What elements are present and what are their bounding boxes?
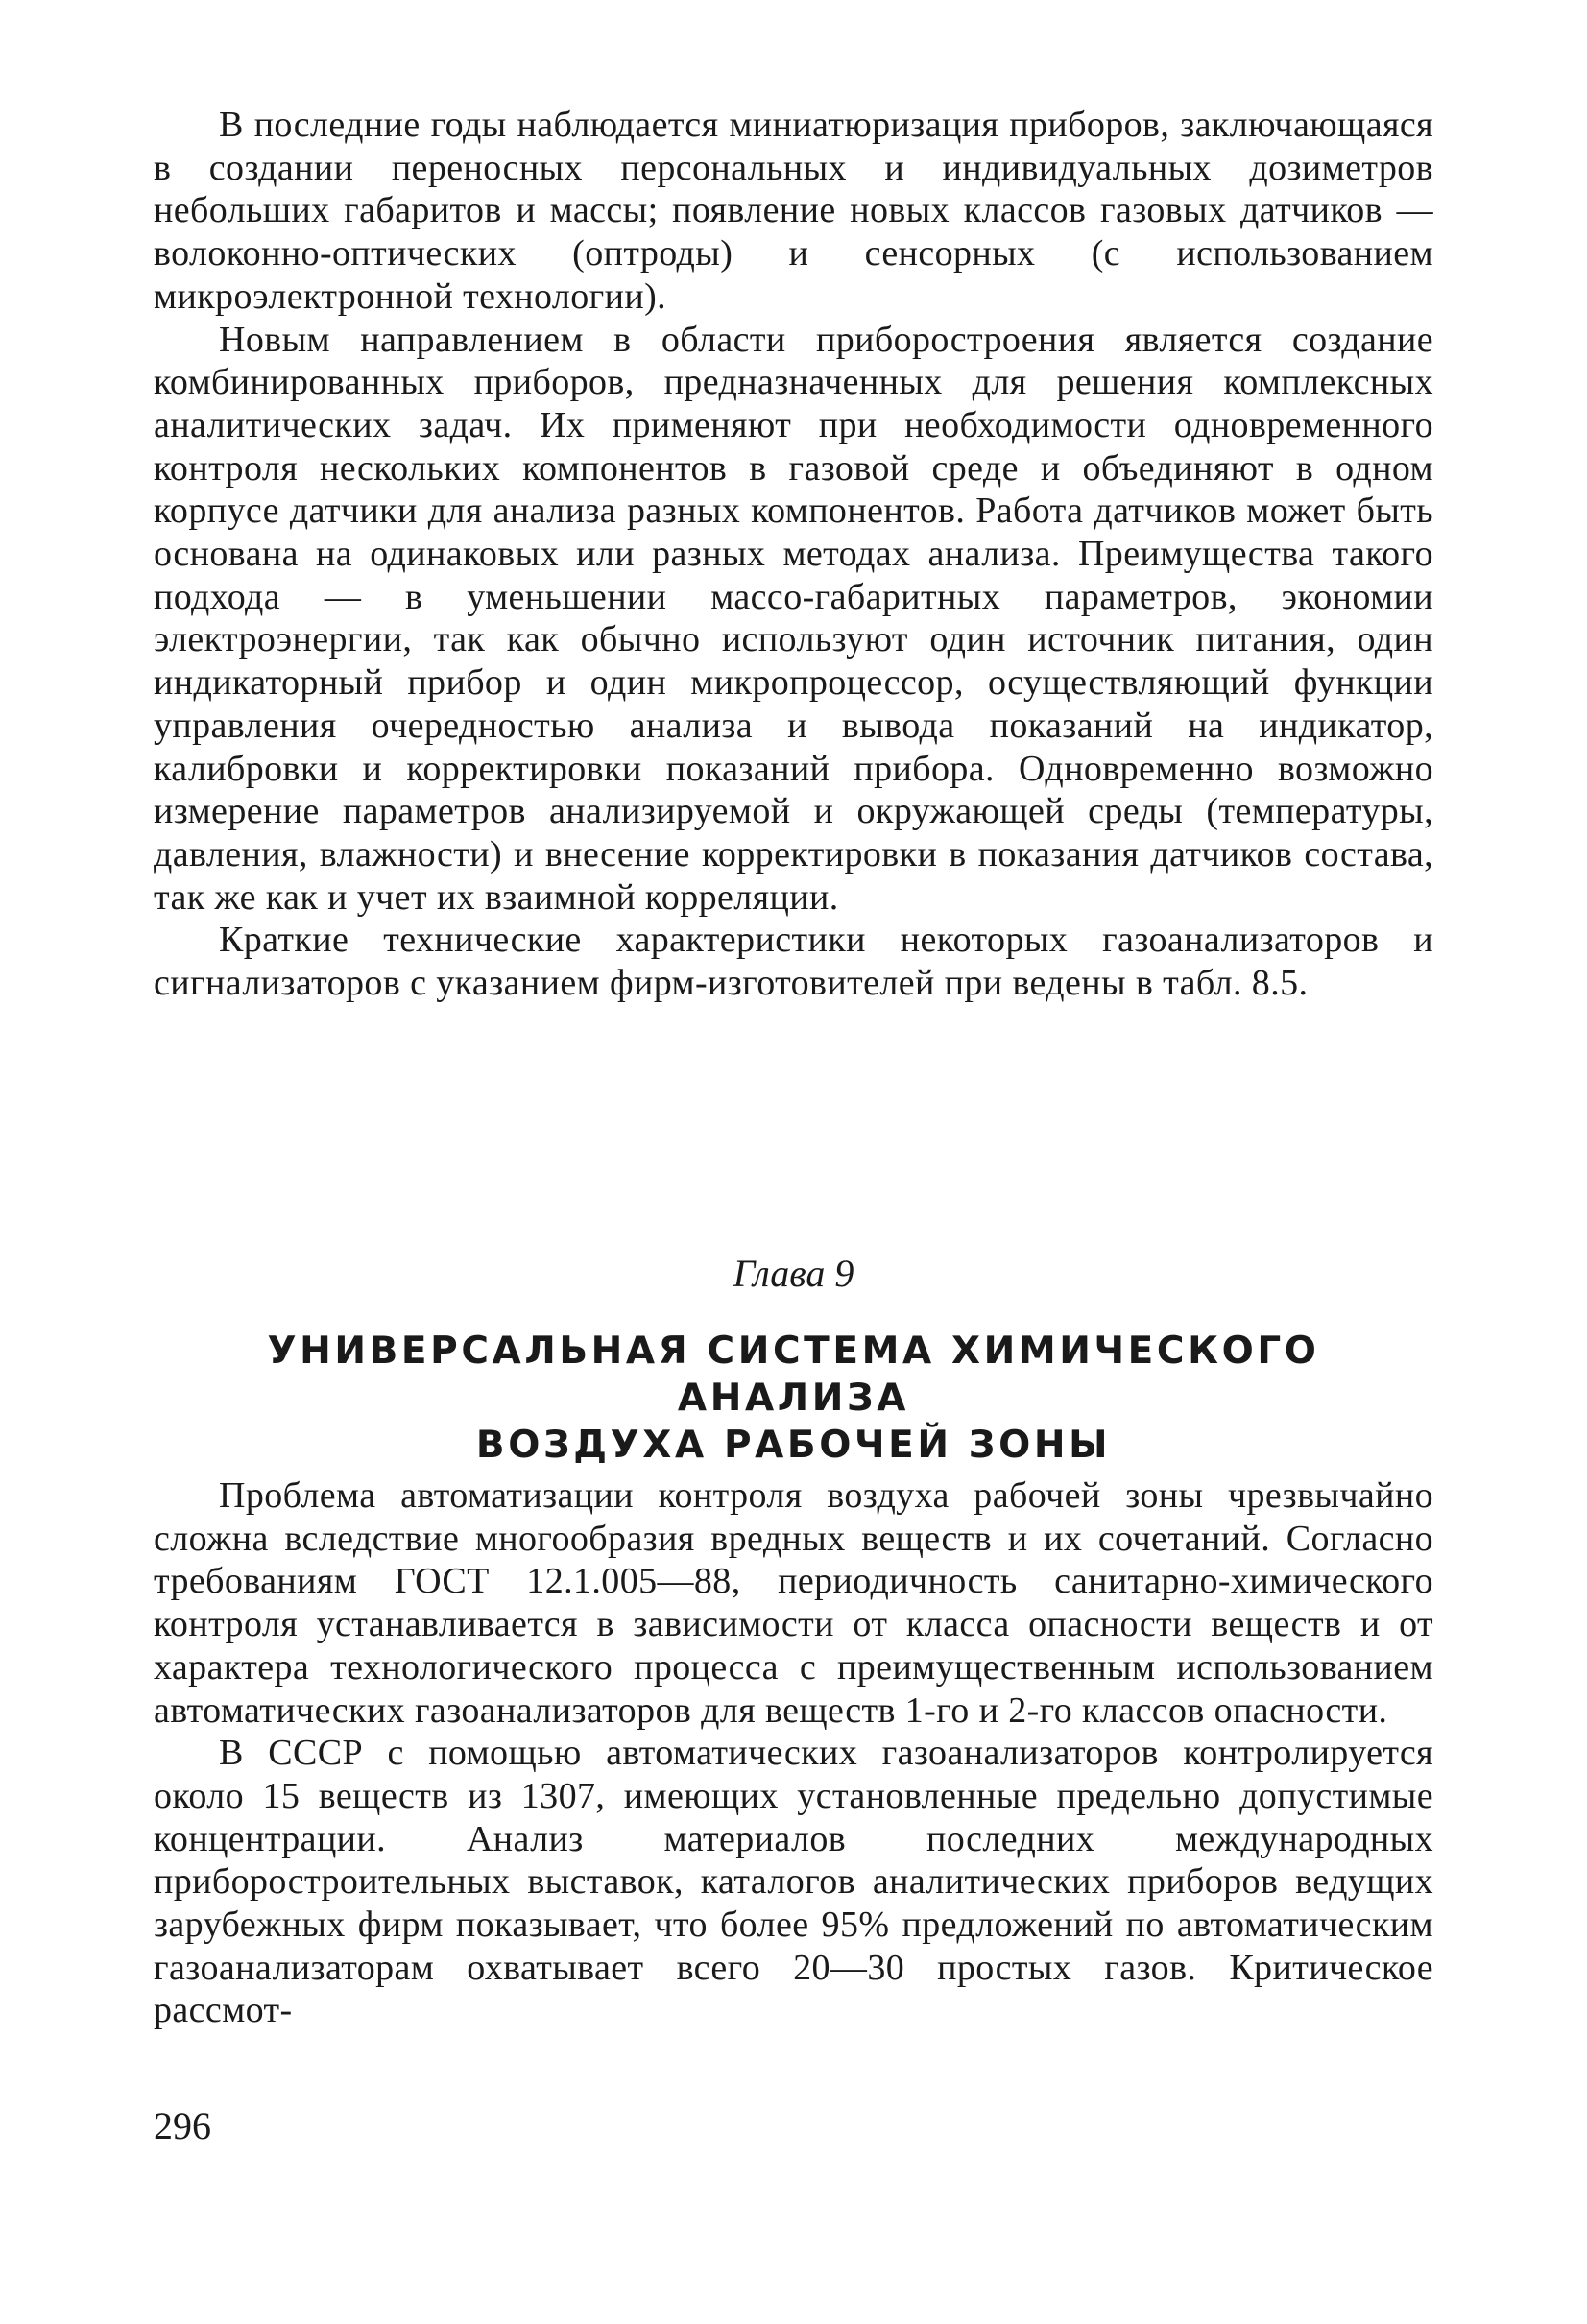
chapter-title	[154, 1328, 1433, 1469]
intro-section	[154, 104, 1433, 1005]
body-paragraph-2: В СССР с помощью автоматических газоанализаторов контролируется около 15 веществ из 1307, имеющих установленные предельно допустимые концентрации. Анализ материалов последних международных приборостроительных выставок, каталогов аналитических приборов ведущих зарубежных фирм показывает, что более 95% предложений по автоматическим газоанализаторам охватывает всего 20—30 простых газов. Критическое рассмот-	[154, 1733, 1433, 2031]
intro-paragraph-3: Краткие технические характеристики некоторых газоанализаторов и сигнализаторов с указанием фирм-изготовителей при ведены в табл. 8.5.	[154, 920, 1433, 1004]
chapter-body	[154, 1474, 1433, 2032]
chapter-label: Глава 9	[733, 1252, 854, 1295]
body-paragraph-1: Проблема автоматизации контроля воздуха рабочей зоны чрезвычайно сложна вследствие многообразия вредных веществ и их сочетаний. Согласно требованиям ГОСТ 12.1.005—88, периодичность санитарно-химического контроля устанавливается в зависимости от класса опасности веществ и от характера технологического процесса с преимущественным использованием автоматических газоанализаторов для веществ 1-го и 2-го классов опасности.	[154, 1475, 1433, 1731]
page-number: 296	[154, 2104, 211, 2147]
chapter-title-line-2: ВОЗДУХА РАБОЧЕЙ ЗОНЫ	[475, 1424, 1112, 1467]
intro-paragraph-1: В последние годы наблюдается миниатюризация приборов, заключающаяся в создании переносных персональных и индивидуальных дозиметров небольших габаритов и массы; появление новых классов газовых датчиков — волоконно-оптических (оптроды) и сенсорных (с использованием микроэлектронной технологии).	[154, 105, 1433, 317]
chapter-title-line-1: УНИВЕРСАЛЬНАЯ СИСТЕМА ХИМИЧЕСКОГО АНАЛИЗА	[267, 1330, 1320, 1420]
intro-paragraph-2: Новым направлением в области приборостроения является создание комбинированных приборов, предназначенных для решения комплексных аналитических задач. Их применяют при необходимости одновременного контроля нескольких компонентов в газовой среде и объединяют в одном корпусе датчики для анализа разных компонентов. Работа датчиков может быть основана на одинаковых или разных методах анализа. Преимущества такого подхода — в уменьшении массо-габаритных параметров, экономии электроэнергии, так как обычно используют один источник питания, один индикаторный прибор и один микропроцессор, осуществляющий функции управления очередностью анализа и вывода показаний на индикатор, калибровки и корректировки показаний прибора. Одновременно возможно измерение параметров анализируемой и окружающей среды (температуры, давления, влажности) и внесение корректировки в показания датчиков состава, так же как и учет их взаимной корреляции.	[154, 319, 1433, 918]
